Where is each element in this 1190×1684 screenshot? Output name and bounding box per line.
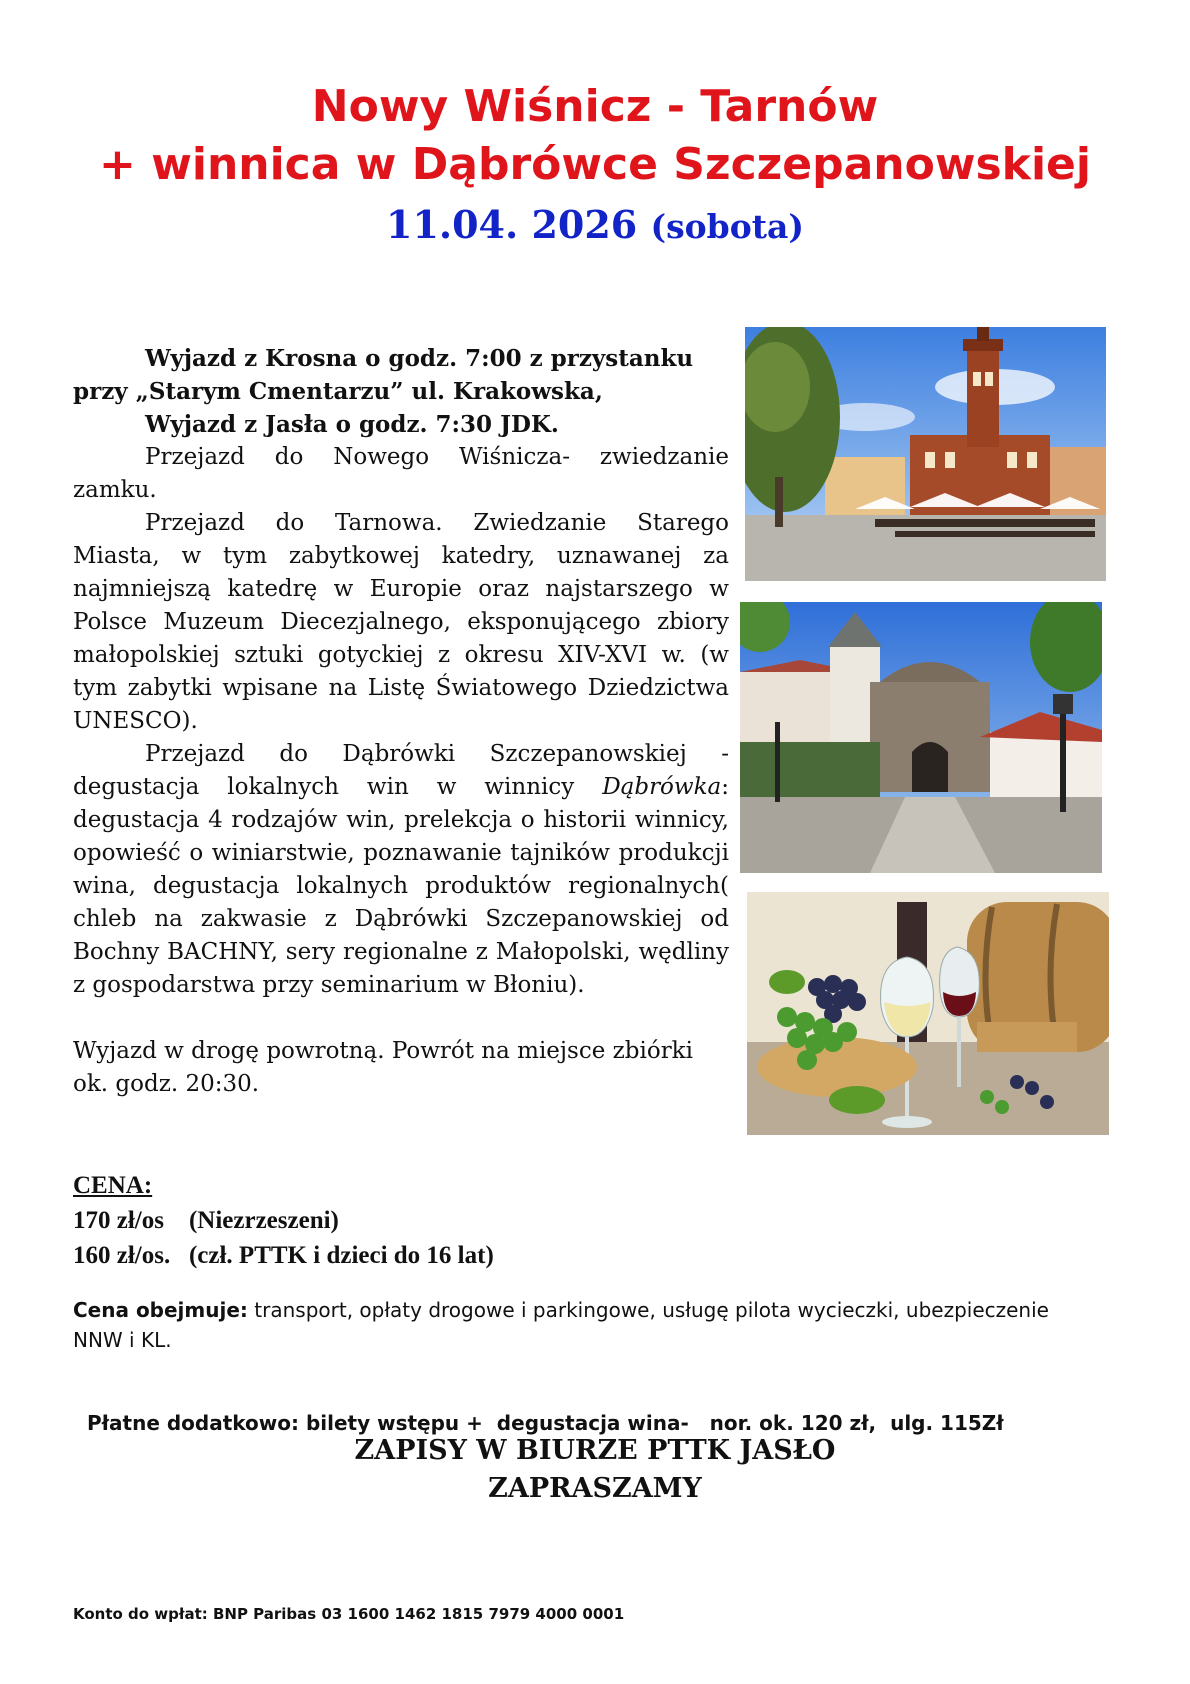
return-trip: Wyjazd w drogę powrotną. Powrót na miejsce zbiórki ok. godz. 20:30. bbox=[73, 1038, 693, 1097]
stop-tarnow: Przejazd do Tarnowa. Zwiedzanie Starego Miasta, w tym zabytkowej katedry, uznawanej za najmniejszą katedrę w Europie oraz najstarszego w Polsce Muzeum Diecezjalnego, eksponującego zbiory małopolskiej sztuki gotyckiej z okresu XIV-XVI w. (w tym zabytki wpisane na Listę Światowego Dziedzictwa UNESCO). bbox=[73, 510, 729, 734]
itinerary bbox=[73, 342, 729, 1101]
price-includes bbox=[73, 1295, 1073, 1355]
signup-line-1: ZAPISY W BIURZE PTTK JASŁO bbox=[354, 1435, 836, 1466]
title-line-1: Nowy Wiśnicz - Tarnów bbox=[311, 81, 879, 132]
price-1-amount: 170 zł/os bbox=[73, 1207, 164, 1234]
photo-tarnow-square bbox=[745, 327, 1106, 581]
winery-text-before: Przejazd do Dąbrówki Szczepanowskiej - degustacja lokalnych win w winnicy bbox=[73, 741, 729, 800]
price-heading: CENA: bbox=[73, 1172, 153, 1199]
extra-text: Płatne dodatkowo: bilety wstępu + degustacja wina- nor. ok. 120 zł, ulg. 115Zł bbox=[86, 1411, 1004, 1435]
signup-line-2: ZAPRASZAMY bbox=[488, 1473, 702, 1504]
stop-wisnicz: Przejazd do Nowego Wiśnicza- zwiedzanie zamku. bbox=[73, 444, 729, 503]
price-block bbox=[73, 1168, 494, 1273]
trip-date bbox=[0, 196, 1190, 256]
extra-costs bbox=[73, 1378, 1073, 1438]
stop-winery bbox=[73, 738, 729, 1002]
price-row-2 bbox=[73, 1238, 494, 1273]
price-row-1 bbox=[73, 1203, 494, 1238]
bank-account: Konto do wpłat: BNP Paribas 03 1600 1462 1815 7979 4000 0001 bbox=[73, 1605, 625, 1623]
departure-jaslo: Wyjazd z Jasła o godz. 7:30 JDK. bbox=[145, 411, 559, 438]
photo-wine bbox=[747, 892, 1109, 1135]
wine-image bbox=[747, 892, 1109, 1135]
castle-gate-image bbox=[740, 602, 1102, 873]
departure-krosno-line2: przy „Starym Cmentarzu” ul. Krakowska, bbox=[73, 378, 603, 405]
town-hall-image bbox=[745, 327, 1106, 581]
departure-krosno-line1: Wyjazd z Krosna o godz. 7:00 z przystanku bbox=[145, 345, 694, 372]
winery-text-after: : degustacja 4 rodzajów win, prelekcja o historii winnicy, opowieść o winiarstwie, poznawanie tajników produkcji wina, degustacja lokalnych produktów regionalnych( chleb na zakwasie z Dąbrówki Szczepanowskiej od Bochny BACHNY, sery regionalne z Małopolski, wędliny z gospodarstwa przy seminarium w Błoniu). bbox=[73, 774, 729, 998]
title-line-2: + winnica w Dąbrówce Szczepanowskiej bbox=[99, 139, 1091, 190]
price-1-note: (Niezrzeszeni) bbox=[188, 1207, 339, 1234]
date-main: 11.04. 2026 bbox=[386, 202, 638, 247]
price-2-amount: 160 zł/os. bbox=[73, 1242, 171, 1269]
title-block bbox=[0, 78, 1190, 256]
winery-name: Dąbrówka bbox=[602, 774, 722, 800]
includes-text: transport, opłaty drogowe i parkingowe, usługę pilota wycieczki, ubezpieczenie NNW i KL. bbox=[73, 1298, 1049, 1352]
signup-block bbox=[0, 1432, 1190, 1508]
includes-label: Cena obejmuje: bbox=[73, 1298, 248, 1322]
photo-wisnicz-castle bbox=[740, 602, 1102, 873]
price-2-note: (czł. PTTK i dzieci do 16 lat) bbox=[188, 1242, 494, 1269]
date-day: (sobota) bbox=[650, 207, 804, 246]
